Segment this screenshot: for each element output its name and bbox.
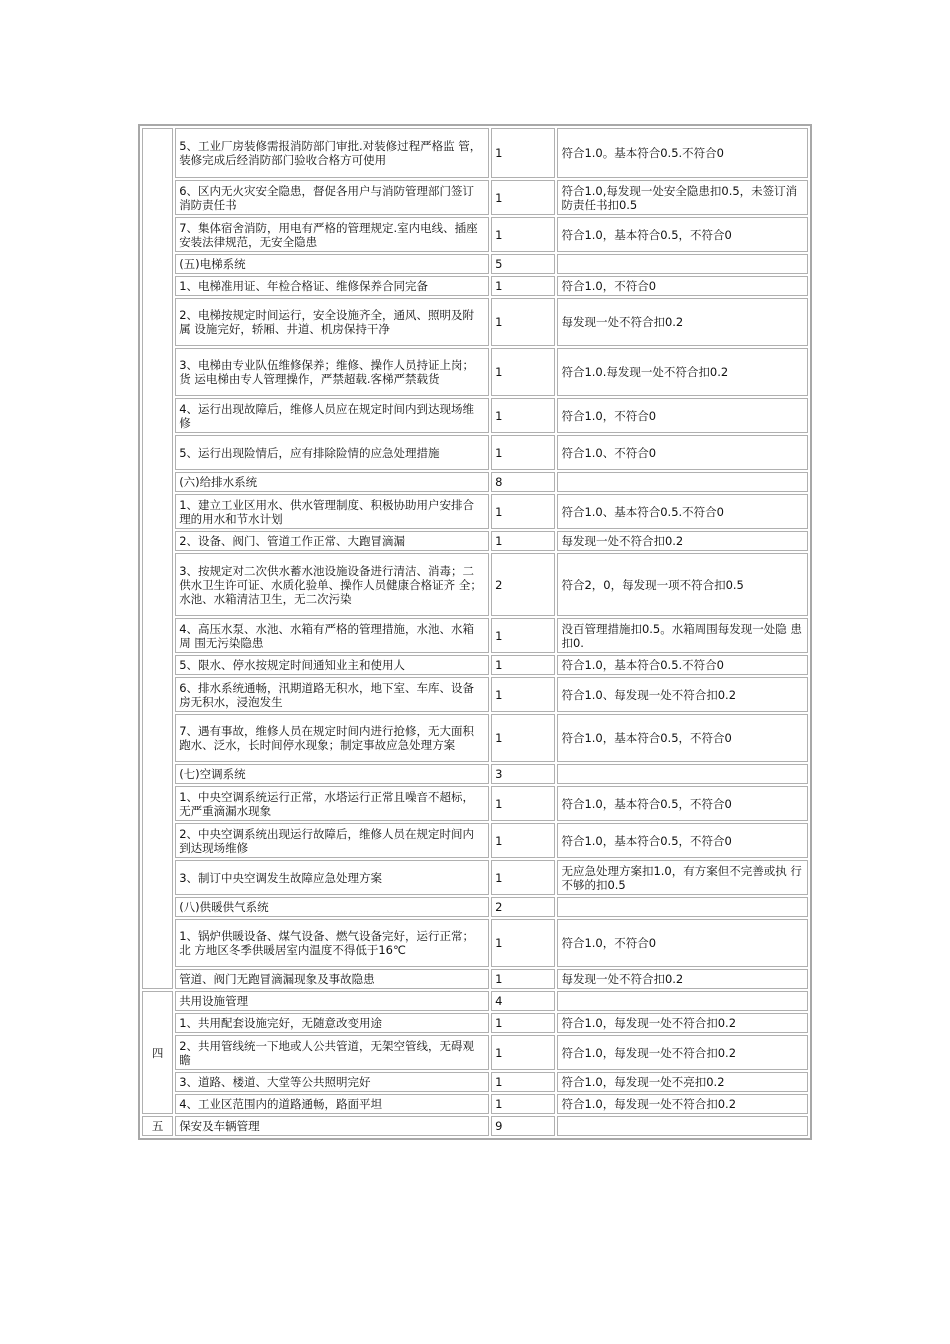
score-cell: 1 [491,531,555,551]
section-number-cell: 五 [142,1116,173,1136]
table-row [142,180,808,215]
score-cell: 1 [491,969,555,989]
table-row [142,298,808,346]
score-cell: 1 [491,494,555,529]
table-row [142,435,808,470]
table-row [142,1072,808,1092]
score-cell: 1 [491,618,555,653]
item-cell: 5、工业厂房装修需报消防部门审批.对装修过程严格监 管，装修完成后经消防部门验收合格方可使用 [175,128,489,178]
standard-cell: 符合1.0，每发现一处不亮扣0.2 [557,1072,808,1092]
score-cell: 2 [491,897,555,917]
standard-cell: 符合1.0，基本符合0.5，不符合0 [557,217,808,252]
score-cell: 1 [491,677,555,712]
standard-cell: 符合1.0，基本符合0.5.不符合0 [557,655,808,675]
table-row [142,348,808,396]
item-cell: 7、集体宿舍消防，用电有严格的管理规定.室内电线、插座 安装法律规范，无安全隐患 [175,217,489,252]
table-row [142,618,808,653]
standard-cell: 符合1.0，基本符合0.5，不符合0 [557,714,808,762]
item-cell: (六)给排水系统 [175,472,489,492]
standard-cell [557,897,808,917]
standard-cell: 符合1.0，每发现一处不符合扣0.2 [557,1094,808,1114]
standard-cell: 每发现一处不符合扣0.2 [557,969,808,989]
table-row [142,1116,808,1136]
score-cell: 1 [491,128,555,178]
table-row [142,655,808,675]
item-cell: 3、道路、楼道、大堂等公共照明完好 [175,1072,489,1092]
item-cell: 3、按规定对二次供水蓄水池设施设备进行清洁、消毒；二供水卫生许可证、水质化验单、操作人员健康合格证齐 全；水池、水箱清洁卫生，无二次污染 [175,553,489,616]
standard-cell [557,254,808,274]
item-cell: 共用设施管理 [175,991,489,1011]
table-row [142,919,808,967]
table-row [142,398,808,433]
item-cell: (五)电梯系统 [175,254,489,274]
standard-cell: 符合1.0、基本符合0.5.不符合0 [557,494,808,529]
table-row [142,991,808,1011]
standard-cell: 符合1.0。基本符合0.5.不符合0 [557,128,808,178]
section-number-cell: 四 [142,991,173,1114]
standard-cell: 没百管理措施扣0.5。水箱周围每发现一处隐 患扣0. [557,618,808,653]
item-cell: 1、建立工业区用水、供水管理制度、积极协助用户安排合 理的用水和节水计划 [175,494,489,529]
item-cell: 保安及车辆管理 [175,1116,489,1136]
item-cell: (八)供暖供气系统 [175,897,489,917]
standard-cell: 符合1.0.每发现一处不符合扣0.2 [557,348,808,396]
standard-cell: 符合1.0、不符合0 [557,435,808,470]
scoring-table-body [142,128,808,1136]
score-cell: 1 [491,180,555,215]
standard-cell: 符合1.0，每发现一处不符合扣0.2 [557,1013,808,1033]
item-cell: 6、区内无火灾安全隐患，督促各用户与消防管理部门签订 消防责任书 [175,180,489,215]
section-number-cell [142,128,173,989]
score-cell: 1 [491,276,555,296]
standard-cell [557,991,808,1011]
score-cell: 1 [491,655,555,675]
score-cell: 1 [491,714,555,762]
table-row [142,714,808,762]
scoring-table [138,124,812,1140]
standard-cell: 每发现一处不符合扣0.2 [557,531,808,551]
score-cell: 1 [491,919,555,967]
score-cell: 9 [491,1116,555,1136]
score-cell: 1 [491,1035,555,1070]
score-cell: 4 [491,991,555,1011]
table-row [142,764,808,784]
item-cell: 2、电梯按规定时间运行，安全设施齐全，通风、照明及附属 设施完好，轿厢、井道、机房保持干净 [175,298,489,346]
score-cell: 8 [491,472,555,492]
table-row [142,553,808,616]
table-row [142,472,808,492]
score-cell: 1 [491,217,555,252]
item-cell: 4、运行出现故障后，维修人员应在规定时间内到达现场维 修 [175,398,489,433]
table-row [142,1013,808,1033]
item-cell: 1、共用配套设施完好，无随意改变用途 [175,1013,489,1033]
table-row [142,276,808,296]
item-cell: 3、制订中央空调发生故障应急处理方案 [175,860,489,895]
table-row [142,254,808,274]
score-cell: 1 [491,348,555,396]
score-cell: 1 [491,1094,555,1114]
standard-cell: 符合1.0，不符合0 [557,276,808,296]
item-cell: 7、遇有事故，维修人员在规定时间内进行抢修，无大面积 跑水、泛水，长时间停水现象；制定事故应急处理方案 [175,714,489,762]
table-row [142,969,808,989]
standard-cell: 无应急处理方案扣1.0，有方案但不完善或执 行不够的扣0.5 [557,860,808,895]
standard-cell [557,472,808,492]
item-cell: 2、中央空调系统出现运行故障后，维修人员在规定时间内 到达现场维修 [175,823,489,858]
item-cell: 1、中央空调系统运行正常，水塔运行正常且噪音不超标， 无严重滴漏水现象 [175,786,489,821]
score-cell: 1 [491,398,555,433]
scoring-table-page [138,124,812,1140]
table-row [142,128,808,178]
table-row [142,494,808,529]
standard-cell [557,1116,808,1136]
table-row [142,786,808,821]
score-cell: 1 [491,786,555,821]
standard-cell: 符合1.0，不符合0 [557,398,808,433]
score-cell: 1 [491,435,555,470]
item-cell: 1、电梯准用证、年检合格证、维修保养合同完备 [175,276,489,296]
item-cell: (七)空调系统 [175,764,489,784]
item-cell: 6、排水系统通畅，汛期道路无积水，地下室、车库、设备房无积水，浸泡发生 [175,677,489,712]
item-cell: 3、电梯由专业队伍维修保养；维修、操作人员持证上岗；货 运电梯由专人管理操作，严禁超载.客梯严禁载货 [175,348,489,396]
table-row [142,823,808,858]
score-cell: 3 [491,764,555,784]
table-row [142,217,808,252]
standard-cell: 符合1.0，每发现一处不符合扣0.2 [557,1035,808,1070]
table-row [142,897,808,917]
table-row [142,1035,808,1070]
score-cell: 5 [491,254,555,274]
table-row [142,860,808,895]
standard-cell: 符合2，0，每发现一项不符合扣0.5 [557,553,808,616]
table-row [142,677,808,712]
item-cell: 4、工业区范围内的道路通畅，路面平坦 [175,1094,489,1114]
score-cell: 1 [491,1072,555,1092]
standard-cell: 符合1.0，基本符合0.5，不符合0 [557,823,808,858]
score-cell: 1 [491,823,555,858]
standard-cell: 符合1.0，不符合0 [557,919,808,967]
score-cell: 1 [491,1013,555,1033]
item-cell: 4、高压水泵、水池、水箱有严格的管理措施，水池、水箱周 围无污染隐患 [175,618,489,653]
item-cell: 管道、阀门无跑冒滴漏现象及事故隐患 [175,969,489,989]
score-cell: 1 [491,298,555,346]
item-cell: 2、共用管线统一下地或人公共管道，无架空管线，无碍观 瞻 [175,1035,489,1070]
table-row [142,531,808,551]
table-row [142,1094,808,1114]
standard-cell: 符合1.0,每发现一处安全隐患扣0.5，未签订消防责任书扣0.5 [557,180,808,215]
item-cell: 5、运行出现险情后，应有排除险情的应急处理措施 [175,435,489,470]
standard-cell: 符合1.0、每发现一处不符合扣0.2 [557,677,808,712]
item-cell: 1、锅炉供暖设备、煤气设备、燃气设备完好，运行正常；北 方地区冬季供暖居室内温度不得低于16℃ [175,919,489,967]
standard-cell: 每发现一处不符合扣0.2 [557,298,808,346]
standard-cell: 符合1.0，基本符合0.5，不符合0 [557,786,808,821]
score-cell: 2 [491,553,555,616]
standard-cell [557,764,808,784]
score-cell: 1 [491,860,555,895]
item-cell: 5、限水、停水按规定时间通知业主和使用人 [175,655,489,675]
item-cell: 2、设备、阀门、管道工作正常、大跑冒滴漏 [175,531,489,551]
